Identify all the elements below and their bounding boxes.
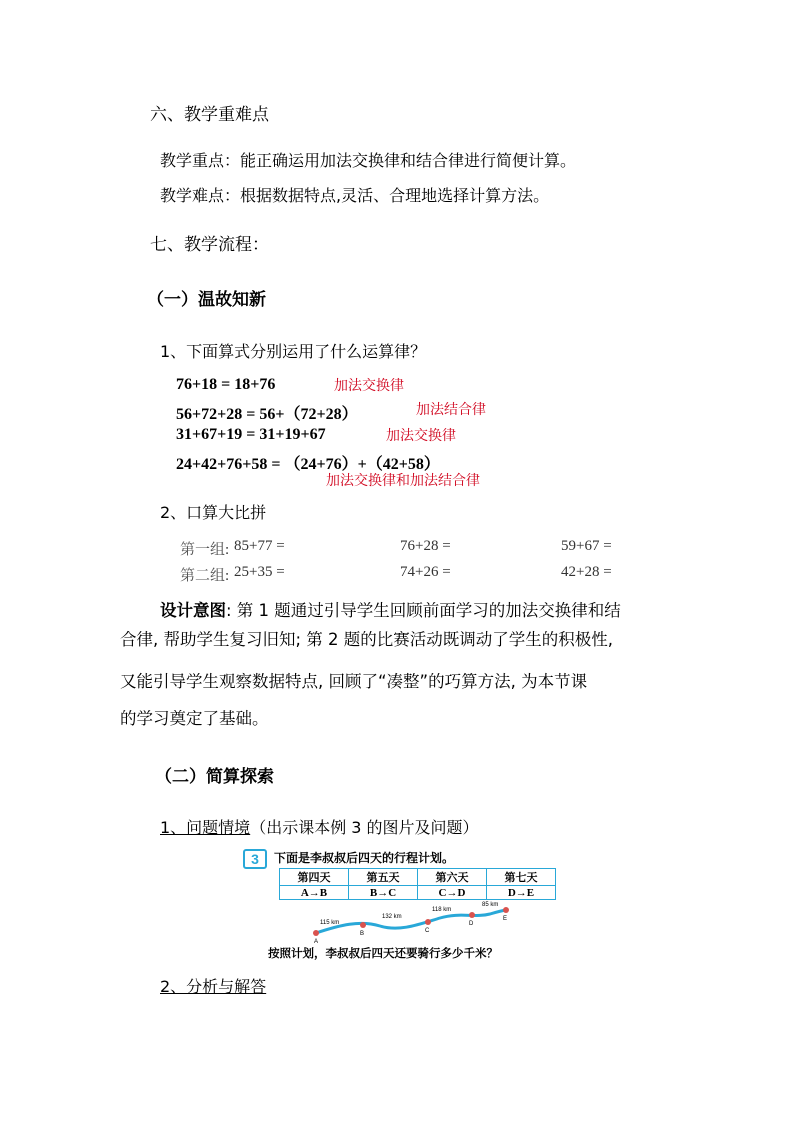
- route-cell: D→E: [487, 886, 556, 900]
- day-cell: 第五天: [349, 869, 418, 886]
- trip-plan-table: [279, 868, 556, 900]
- section-title-key-points: 六、教学重难点: [150, 105, 269, 125]
- law-1: 加法交换律: [334, 378, 404, 394]
- oral-item: 76+28 =: [400, 538, 451, 554]
- oral-row-2-label: 第二组:: [180, 568, 230, 584]
- route-line: [316, 910, 506, 933]
- design-intent-line-4: 的学习奠定了基础。: [120, 709, 269, 728]
- oral-item: 74+26 =: [400, 564, 451, 580]
- oral-item: 42+28 =: [561, 564, 612, 580]
- key-point-line: 教学重点：能正确运用加法交换律和结合律进行简便计算。: [160, 151, 577, 170]
- section-title-process: 七、教学流程：: [150, 235, 269, 255]
- question-2: 2、口算大比拼: [160, 503, 267, 522]
- point-label: E: [503, 916, 508, 922]
- equation-1: 76+18 = 18+76: [176, 376, 276, 393]
- point-d-marker: [469, 912, 475, 918]
- route-cell: B→C: [349, 886, 418, 900]
- point-e-marker: [503, 907, 509, 913]
- difficult-point-line: 教学难点：根据数据特点,灵活、合理地选择计算方法。: [160, 186, 550, 205]
- distance-label: 132 km: [382, 914, 402, 920]
- point-label: D: [469, 921, 474, 927]
- design-intent-line-3: 又能引导学生观察数据特点, 回顾了“凑整”的巧算方法, 为本节课: [120, 672, 588, 691]
- day-cell: 第七天: [487, 869, 556, 886]
- oral-item: 25+35 =: [234, 564, 285, 580]
- part1-title: （一）温故知新: [147, 290, 266, 310]
- question-scenario: 1、问题情境（出示课本例 3 的图片及问题）: [160, 818, 479, 837]
- point-a-marker: [313, 930, 319, 936]
- figure-heading: 下面是李叔叔后四天的行程计划。: [274, 851, 455, 865]
- equation-4: 24+42+76+58 = （24+76）+（42+58）: [176, 456, 440, 473]
- design-intent-line-2: 合律, 帮助学生复习旧知; 第 2 题的比赛活动既调动了学生的积极性,: [120, 630, 614, 649]
- equation-2: 56+72+28 = 56+（72+28）: [176, 406, 358, 423]
- law-2: 加法结合律: [416, 402, 486, 418]
- example-number-badge: 3: [243, 849, 267, 869]
- law-4: 加法交换律和加法结合律: [326, 473, 480, 489]
- point-b-marker: [360, 922, 366, 928]
- question-1: 1、下面算式分别运用了什么运算律？: [160, 342, 427, 361]
- oral-row-1-label: 第一组:: [180, 542, 230, 558]
- design-intent-line-1: 设计意图: 第 1 题通过引导学生回顾前面学习的加法交换律和结: [160, 601, 621, 620]
- day-cell: 第四天: [280, 869, 349, 886]
- law-3: 加法交换律: [386, 428, 456, 444]
- figure-question: 按照计划，李叔叔后四天还要骑行多少千米？: [268, 946, 498, 960]
- route-cell: A→B: [280, 886, 349, 900]
- point-label: A: [314, 939, 319, 945]
- equation-3: 31+67+19 = 31+19+67: [176, 426, 326, 443]
- day-cell: 第六天: [418, 869, 487, 886]
- route-cell: C→D: [418, 886, 487, 900]
- point-c-marker: [425, 919, 431, 925]
- point-label: C: [425, 928, 430, 934]
- question-analysis: 2、分析与解答: [160, 977, 267, 996]
- oral-item: 85+77 =: [234, 538, 285, 554]
- point-label: B: [360, 931, 365, 937]
- design-intent-label: 设计意图: [160, 601, 226, 620]
- distance-label: 118 km: [432, 907, 452, 913]
- oral-item: 59+67 =: [561, 538, 612, 554]
- part2-title: （二）简算探索: [155, 767, 274, 787]
- distance-label: 85 km: [482, 902, 499, 908]
- distance-label: 115 km: [320, 920, 340, 926]
- route-map: [300, 900, 530, 945]
